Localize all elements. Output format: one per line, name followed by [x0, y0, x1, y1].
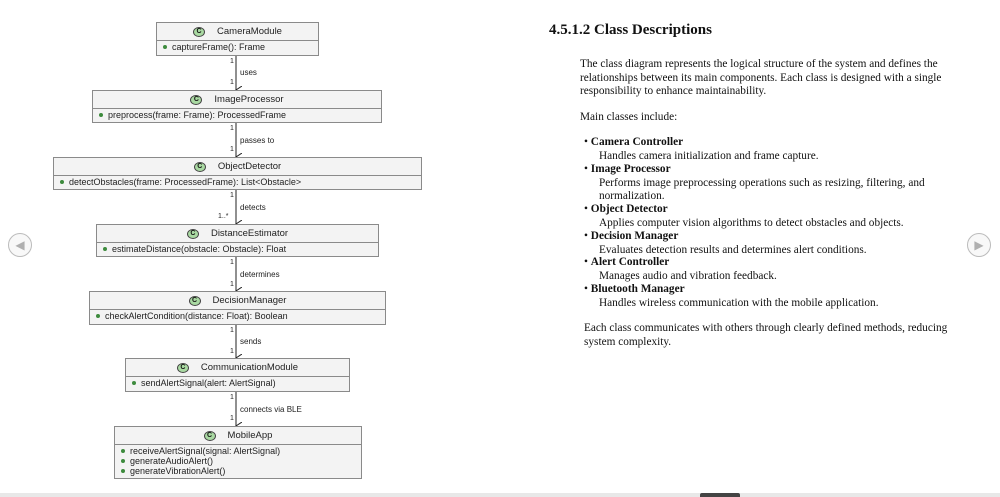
class-method: generateVibrationAlert() — [130, 466, 226, 476]
class-description: Handles camera initialization and frame capture. — [599, 149, 819, 162]
class-icon: C — [193, 27, 205, 37]
next-page-button[interactable] — [967, 233, 991, 257]
class-description-item — [584, 230, 964, 257]
bullet: • — [584, 283, 588, 295]
class-object-detector — [53, 157, 422, 190]
class-description: Manages audio and vibration feedback. — [599, 269, 777, 282]
chevron-right-icon: ▶ — [974, 238, 984, 252]
class-diagram — [0, 0, 470, 497]
class-decision-manager — [89, 291, 386, 325]
relation-label: sends — [240, 337, 262, 346]
class-method: checkAlertCondition(distance: Float): Boolean — [105, 311, 288, 321]
multiplicity: 1 — [230, 394, 234, 401]
class-title: Decision Manager — [590, 230, 679, 242]
class-name: ObjectDetector — [217, 161, 282, 172]
class-description: Handles wireless communication with the mobile application. — [599, 296, 879, 309]
class-icon: C — [177, 363, 189, 373]
bottom-scroll-track — [0, 493, 1000, 497]
public-method-icon — [121, 459, 125, 463]
class-name: CommunicationModule — [200, 362, 299, 373]
relation-label: determines — [240, 270, 280, 279]
list-intro: Main classes include: — [580, 111, 678, 123]
chevron-left-icon: ◀ — [15, 238, 25, 252]
class-description: Applies computer vision algorithms to detect obstacles and objects. — [599, 216, 904, 229]
multiplicity: 1 — [230, 146, 234, 153]
multiplicity: 1 — [230, 125, 234, 132]
public-method-icon — [121, 469, 125, 473]
section-heading: 4.5.1.2 Class Descriptions — [549, 22, 712, 38]
class-title: Alert Controller — [590, 256, 670, 268]
class-distance-estimator — [96, 224, 379, 257]
closing-paragraph: Each class communicates with others through clearly defined methods, reducing system complexity. — [584, 322, 948, 348]
bullet: • — [584, 230, 588, 242]
class-description-item — [584, 283, 964, 310]
public-method-icon — [96, 314, 100, 318]
class-title: Object Detector — [590, 203, 668, 215]
class-title: Bluetooth Manager — [590, 283, 685, 295]
multiplicity: 1 — [230, 327, 234, 334]
relation-label: detects — [240, 203, 266, 212]
class-method: detectObstacles(frame: ProcessedFrame): List<Obstacle> — [69, 177, 302, 187]
bullet: • — [584, 203, 588, 215]
public-method-icon — [163, 45, 167, 49]
class-description: Evaluates detection results and determines alert conditions. — [599, 243, 867, 256]
class-method: preprocess(frame: Frame): ProcessedFrame — [108, 110, 287, 120]
relation-label: passes to — [240, 136, 275, 145]
bullet: • — [584, 136, 588, 148]
public-method-icon — [99, 113, 103, 117]
class-communication-module — [125, 358, 350, 392]
public-method-icon — [60, 180, 64, 184]
class-mobile-app — [114, 426, 362, 479]
public-method-icon — [121, 449, 125, 453]
class-icon: C — [194, 162, 206, 172]
class-image-processor — [92, 90, 382, 123]
class-name: ImageProcessor — [214, 94, 284, 105]
class-name: CameraModule — [217, 26, 282, 37]
prev-page-button[interactable] — [8, 233, 32, 257]
relation-label: connects via BLE — [240, 405, 302, 414]
class-title: Image Processor — [590, 163, 671, 175]
class-name: DistanceEstimator — [210, 228, 289, 239]
class-icon: C — [190, 95, 202, 105]
multiplicity: 1 — [230, 415, 234, 422]
bullet: • — [584, 256, 588, 268]
class-description-item — [584, 163, 964, 204]
class-description-item — [584, 203, 964, 230]
class-method: generateAudioAlert() — [130, 456, 214, 466]
class-icon: C — [189, 296, 201, 306]
relation-label: uses — [240, 68, 257, 77]
class-method: estimateDistance(obstacle: Obstacle): Float — [112, 244, 287, 254]
multiplicity: 1 — [230, 58, 234, 65]
class-icon: C — [187, 229, 199, 239]
class-camera-module — [156, 22, 319, 56]
class-name: MobileApp — [227, 430, 273, 441]
class-icon: C — [204, 431, 216, 441]
multiplicity: 1 — [230, 281, 234, 288]
intro-paragraph: The class diagram represents the logical structure of the system and defines the relationships between its main components. Each class is designed with a single responsibility to enhance maintainability. — [580, 58, 942, 97]
class-method: sendAlertSignal(alert: AlertSignal) — [141, 378, 276, 388]
multiplicity: 1 — [230, 348, 234, 355]
bullet: • — [584, 163, 588, 175]
multiplicity: 1..* — [218, 213, 229, 220]
class-description: Performs image preprocessing operations such as resizing, filtering, and normalization. — [599, 176, 925, 202]
public-method-icon — [132, 381, 136, 385]
multiplicity: 1 — [230, 259, 234, 266]
multiplicity: 1 — [230, 79, 234, 86]
class-method: receiveAlertSignal(signal: AlertSignal) — [130, 446, 281, 456]
page-indicator-handle[interactable] — [700, 493, 740, 497]
class-description-item — [584, 256, 964, 283]
class-title: Camera Controller — [590, 136, 684, 148]
multiplicity: 1 — [230, 192, 234, 199]
public-method-icon — [103, 247, 107, 251]
class-description-item — [584, 136, 964, 163]
class-name: DecisionManager — [212, 295, 287, 306]
class-method: captureFrame(): Frame — [172, 42, 266, 52]
